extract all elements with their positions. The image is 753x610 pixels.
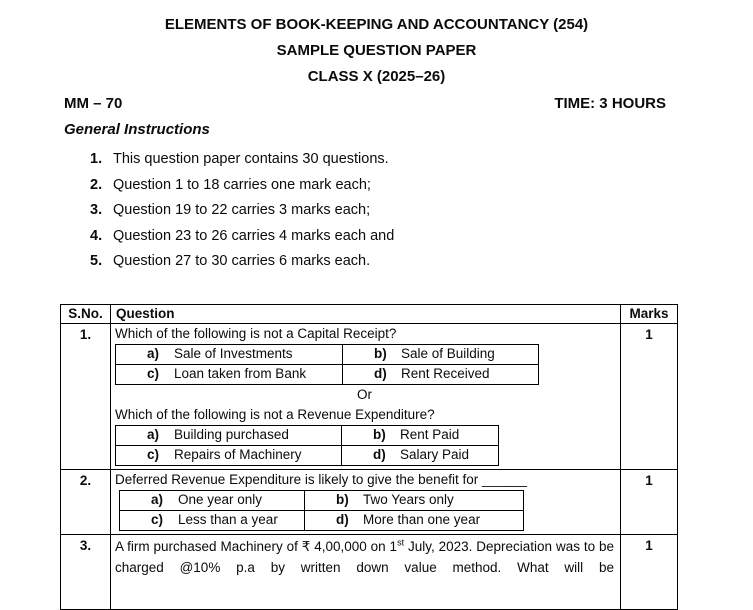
- instruction-item: [90, 147, 753, 173]
- option-text: Loan taken from Bank: [174, 366, 307, 381]
- option-b: [305, 490, 524, 510]
- table-row: [61, 534, 678, 609]
- column-header-question: Question: [111, 304, 621, 323]
- general-instructions-list: [90, 147, 753, 275]
- option-letter: c): [147, 366, 160, 381]
- instruction-text: Question 27 to 30 carries 6 marks each.: [113, 253, 371, 269]
- ordinal-superscript: st: [397, 537, 405, 547]
- column-header-sno: S.No.: [61, 304, 111, 323]
- option-letter: a): [147, 346, 160, 361]
- option-a: [120, 490, 305, 510]
- options-row: [120, 510, 524, 530]
- question-text: Which of the following is not a Capital Receipt?: [115, 325, 397, 341]
- question-text: [115, 535, 614, 579]
- marks-value: 1: [621, 469, 678, 534]
- exam-time: TIME: 3 HOURS: [554, 95, 666, 112]
- question-text: Deferred Revenue Expenditure is likely to give the benefit for ______: [115, 471, 528, 487]
- option-text: Salary Paid: [400, 447, 470, 462]
- options-table: [115, 344, 539, 385]
- marks-value: 1: [621, 323, 678, 469]
- option-letter: b): [374, 346, 387, 361]
- marks-value: 1: [621, 534, 678, 609]
- general-instructions-heading: General Instructions: [64, 121, 210, 138]
- question-text-part: A firm purchased Machinery of ₹ 4,00,000 on 1: [115, 538, 398, 554]
- option-text: Sale of Investments: [174, 346, 293, 361]
- option-d: [305, 510, 524, 530]
- options-row: [116, 364, 539, 384]
- option-letter: d): [374, 366, 387, 381]
- options-row: [116, 445, 499, 465]
- document-title: ELEMENTS OF BOOK-KEEPING AND ACCOUNTANCY (254): [164, 16, 589, 33]
- instruction-text: Question 1 to 18 carries one mark each;: [113, 176, 371, 193]
- option-letter: b): [373, 427, 386, 442]
- question-text: Which of the following is not a Revenue Expenditure?: [115, 406, 435, 422]
- exam-meta-row: [64, 95, 666, 112]
- instruction-item: [90, 249, 753, 275]
- option-text: Repairs of Machinery: [174, 447, 302, 462]
- question-cell: [111, 323, 621, 469]
- option-text: Building purchased: [174, 427, 289, 442]
- question-cell: [111, 534, 621, 609]
- option-letter: c): [151, 512, 164, 527]
- max-marks: MM – 70: [64, 95, 123, 112]
- options-table: [119, 490, 524, 531]
- option-text: Rent Paid: [400, 427, 460, 442]
- instruction-text: This question paper contains 30 questions.: [113, 151, 389, 167]
- option-text: Rent Received: [401, 366, 490, 381]
- or-separator: Or: [357, 386, 372, 402]
- question-number: 2.: [61, 469, 111, 534]
- option-text: One year only: [178, 492, 263, 507]
- table-row: [61, 469, 678, 534]
- table-row: [61, 323, 678, 469]
- option-b: [342, 425, 499, 445]
- option-c: [116, 445, 342, 465]
- instruction-text: Question 19 to 22 carries 3 marks each;: [113, 202, 371, 218]
- instruction-number: 4.: [90, 227, 103, 244]
- column-header-marks: Marks: [621, 304, 678, 323]
- instruction-item: [90, 198, 753, 224]
- option-letter: b): [336, 492, 349, 507]
- option-letter: a): [147, 427, 160, 442]
- class-year-line: CLASS X (2025–26): [307, 68, 446, 85]
- instruction-number: 5.: [90, 253, 103, 269]
- instruction-number: 1.: [90, 151, 103, 167]
- options-row: [116, 425, 499, 445]
- option-b: [343, 344, 539, 364]
- option-d: [343, 364, 539, 384]
- instruction-number: 3.: [90, 202, 103, 218]
- option-text: Less than a year: [178, 512, 278, 527]
- document-subtitle: SAMPLE QUESTION PAPER: [276, 42, 477, 59]
- option-d: [342, 445, 499, 465]
- option-a: [116, 344, 343, 364]
- option-text: Two Years only: [363, 492, 454, 507]
- question-cell: [111, 469, 621, 534]
- instruction-text: Question 23 to 26 carries 4 marks each and: [113, 227, 395, 244]
- options-row: [120, 490, 524, 510]
- table-header-row: [61, 304, 678, 323]
- options-table: [115, 425, 499, 466]
- question-number: 1.: [61, 323, 111, 469]
- option-a: [116, 425, 342, 445]
- question-number: 3.: [61, 534, 111, 609]
- option-letter: d): [336, 512, 349, 527]
- question-text-part: July, 2023. Depreciation was to be charged @10% p.a by written down value method. What will be: [115, 538, 614, 575]
- instruction-item: [90, 224, 753, 250]
- instruction-number: 2.: [90, 176, 103, 193]
- options-row: [116, 344, 539, 364]
- option-letter: a): [151, 492, 164, 507]
- option-text: Sale of Building: [401, 346, 495, 361]
- instruction-item: [90, 173, 753, 199]
- option-letter: c): [147, 447, 160, 462]
- option-c: [116, 364, 343, 384]
- option-text: More than one year: [363, 512, 481, 527]
- option-c: [120, 510, 305, 530]
- option-letter: d): [373, 447, 386, 462]
